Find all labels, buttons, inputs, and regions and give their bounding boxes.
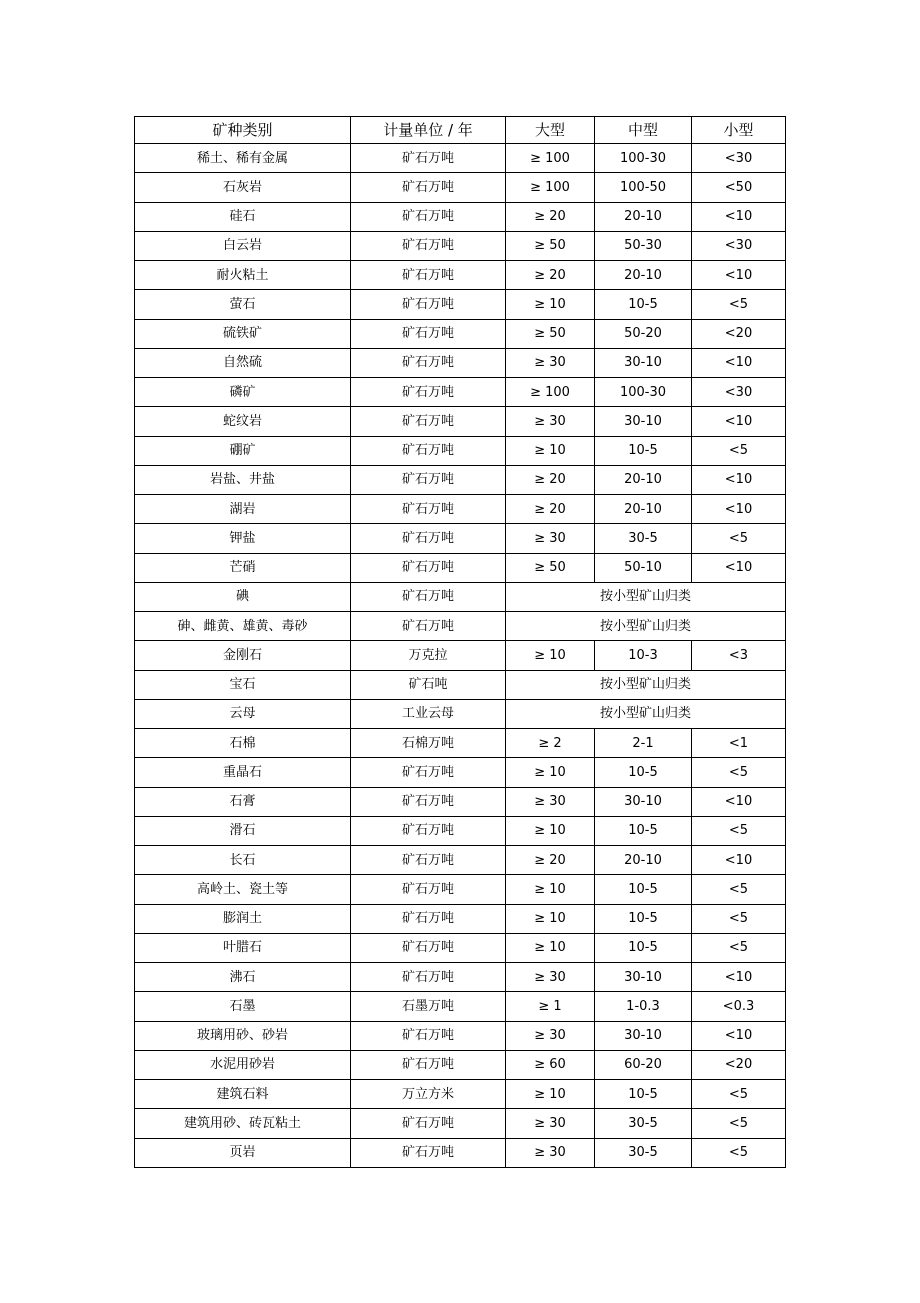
cell-large: ≥ 10 [506,875,595,904]
cell-medium: 30-10 [595,348,692,377]
mineral-scale-table [134,116,786,1168]
cell-small: <5 [692,758,786,787]
cell-large: ≥ 10 [506,1080,595,1109]
cell-small: <30 [692,231,786,260]
cell-medium: 30-10 [595,1021,692,1050]
cell-unit: 矿石万吨 [351,465,506,494]
cell-mineral: 石灰岩 [135,173,351,202]
cell-large: ≥ 30 [506,348,595,377]
cell-mineral: 砷、雌黄、雄黄、毒砂 [135,612,351,641]
cell-mineral: 耐火粘土 [135,261,351,290]
cell-small: <10 [692,465,786,494]
cell-large: ≥ 30 [506,1138,595,1167]
cell-large: ≥ 20 [506,846,595,875]
cell-small: <10 [692,846,786,875]
cell-small: <10 [692,261,786,290]
cell-large: ≥ 50 [506,553,595,582]
cell-medium: 10-5 [595,816,692,845]
cell-small: <10 [692,495,786,524]
cell-unit: 矿石万吨 [351,612,506,641]
cell-small: <10 [692,1021,786,1050]
cell-classification-note: 按小型矿山归类 [506,670,786,699]
table-row [135,495,786,524]
cell-small: <50 [692,173,786,202]
cell-large: ≥ 100 [506,378,595,407]
cell-mineral: 蛇纹岩 [135,407,351,436]
cell-mineral: 芒硝 [135,553,351,582]
cell-medium: 50-10 [595,553,692,582]
cell-mineral: 云母 [135,699,351,728]
cell-medium: 50-30 [595,231,692,260]
table-row [135,758,786,787]
cell-small: <20 [692,319,786,348]
table-row [135,202,786,231]
table-row [135,348,786,377]
cell-medium: 50-20 [595,319,692,348]
header-small: 小型 [692,117,786,144]
cell-small: <10 [692,407,786,436]
header-unit: 计量单位 / 年 [351,117,506,144]
cell-mineral: 玻璃用砂、砂岩 [135,1021,351,1050]
cell-large: ≥ 20 [506,261,595,290]
cell-mineral: 滑石 [135,816,351,845]
cell-medium: 1-0.3 [595,992,692,1021]
cell-unit: 矿石万吨 [351,963,506,992]
cell-medium: 10-5 [595,290,692,319]
cell-large: ≥ 30 [506,787,595,816]
cell-large: ≥ 10 [506,816,595,845]
cell-unit: 矿石吨 [351,670,506,699]
cell-mineral: 湖岩 [135,495,351,524]
cell-mineral: 金刚石 [135,641,351,670]
table-header-row [135,117,786,144]
table-row [135,641,786,670]
cell-large: ≥ 10 [506,290,595,319]
cell-unit: 矿石万吨 [351,261,506,290]
cell-large: ≥ 50 [506,319,595,348]
cell-large: ≥ 1 [506,992,595,1021]
cell-medium: 30-10 [595,963,692,992]
cell-medium: 100-30 [595,378,692,407]
cell-large: ≥ 2 [506,729,595,758]
cell-mineral: 石棉 [135,729,351,758]
cell-large: ≥ 10 [506,933,595,962]
cell-unit: 矿石万吨 [351,758,506,787]
cell-small: <5 [692,524,786,553]
cell-unit: 石墨万吨 [351,992,506,1021]
table-row [135,436,786,465]
cell-small: <5 [692,1138,786,1167]
cell-small: <3 [692,641,786,670]
cell-small: <10 [692,553,786,582]
cell-small: <30 [692,378,786,407]
cell-large: ≥ 50 [506,231,595,260]
table-row [135,787,786,816]
cell-small: <5 [692,290,786,319]
cell-unit: 石棉万吨 [351,729,506,758]
cell-unit: 矿石万吨 [351,495,506,524]
cell-unit: 矿石万吨 [351,553,506,582]
table-body [135,144,786,1168]
cell-large: ≥ 10 [506,436,595,465]
cell-mineral: 萤石 [135,290,351,319]
cell-medium: 30-10 [595,407,692,436]
table-row [135,963,786,992]
table-row [135,173,786,202]
cell-small: <10 [692,202,786,231]
header-medium: 中型 [595,117,692,144]
cell-mineral: 石墨 [135,992,351,1021]
cell-unit: 矿石万吨 [351,846,506,875]
table-row [135,933,786,962]
cell-mineral: 白云岩 [135,231,351,260]
cell-classification-note: 按小型矿山归类 [506,612,786,641]
cell-large: ≥ 30 [506,407,595,436]
cell-unit: 矿石万吨 [351,173,506,202]
cell-unit: 矿石万吨 [351,904,506,933]
cell-unit: 矿石万吨 [351,144,506,173]
table-row [135,904,786,933]
cell-medium: 20-10 [595,846,692,875]
table-row [135,612,786,641]
cell-mineral: 稀土、稀有金属 [135,144,351,173]
cell-classification-note: 按小型矿山归类 [506,699,786,728]
cell-medium: 30-5 [595,1138,692,1167]
cell-medium: 100-30 [595,144,692,173]
cell-unit: 万克拉 [351,641,506,670]
cell-mineral: 岩盐、井盐 [135,465,351,494]
cell-unit: 矿石万吨 [351,816,506,845]
table-row [135,1080,786,1109]
cell-medium: 10-3 [595,641,692,670]
cell-mineral: 硅石 [135,202,351,231]
cell-mineral: 重晶石 [135,758,351,787]
table-row [135,407,786,436]
cell-unit: 矿石万吨 [351,290,506,319]
cell-small: <0.3 [692,992,786,1021]
cell-medium: 10-5 [595,436,692,465]
cell-medium: 20-10 [595,261,692,290]
cell-unit: 矿石万吨 [351,378,506,407]
cell-small: <5 [692,904,786,933]
cell-large: ≥ 100 [506,144,595,173]
cell-small: <5 [692,875,786,904]
table-row [135,729,786,758]
cell-unit: 工业云母 [351,699,506,728]
table-row [135,1021,786,1050]
cell-medium: 100-50 [595,173,692,202]
cell-mineral: 硫铁矿 [135,319,351,348]
cell-unit: 矿石万吨 [351,524,506,553]
cell-mineral: 膨润土 [135,904,351,933]
cell-mineral: 建筑石料 [135,1080,351,1109]
cell-medium: 30-10 [595,787,692,816]
table-row [135,699,786,728]
cell-unit: 矿石万吨 [351,933,506,962]
cell-unit: 矿石万吨 [351,407,506,436]
cell-medium: 2-1 [595,729,692,758]
cell-large: ≥ 30 [506,1021,595,1050]
cell-small: <20 [692,1050,786,1079]
cell-large: ≥ 30 [506,524,595,553]
cell-mineral: 硼矿 [135,436,351,465]
table-row [135,1138,786,1167]
cell-unit: 矿石万吨 [351,1138,506,1167]
cell-unit: 矿石万吨 [351,202,506,231]
cell-large: ≥ 10 [506,904,595,933]
cell-unit: 矿石万吨 [351,348,506,377]
cell-medium: 30-5 [595,524,692,553]
cell-large: ≥ 20 [506,495,595,524]
cell-small: <30 [692,144,786,173]
table-row [135,144,786,173]
cell-mineral: 自然硫 [135,348,351,377]
cell-unit: 矿石万吨 [351,1109,506,1138]
cell-medium: 10-5 [595,875,692,904]
cell-mineral: 沸石 [135,963,351,992]
cell-mineral: 水泥用砂岩 [135,1050,351,1079]
cell-large: ≥ 20 [506,465,595,494]
cell-medium: 10-5 [595,904,692,933]
table-row [135,465,786,494]
cell-mineral: 钾盐 [135,524,351,553]
table-row [135,319,786,348]
cell-unit: 矿石万吨 [351,875,506,904]
cell-small: <5 [692,436,786,465]
cell-mineral: 页岩 [135,1138,351,1167]
cell-mineral: 宝石 [135,670,351,699]
table-row [135,992,786,1021]
cell-large: ≥ 100 [506,173,595,202]
table-row [135,553,786,582]
cell-mineral: 石膏 [135,787,351,816]
cell-mineral: 长石 [135,846,351,875]
header-large: 大型 [506,117,595,144]
cell-unit: 矿石万吨 [351,436,506,465]
cell-small: <5 [692,816,786,845]
cell-unit: 矿石万吨 [351,231,506,260]
table-row [135,582,786,611]
table-row [135,875,786,904]
cell-unit: 矿石万吨 [351,319,506,348]
cell-medium: 10-5 [595,758,692,787]
cell-medium: 20-10 [595,465,692,494]
cell-mineral: 建筑用砂、砖瓦粘土 [135,1109,351,1138]
cell-mineral: 碘 [135,582,351,611]
cell-large: ≥ 20 [506,202,595,231]
table-row [135,261,786,290]
cell-medium: 20-10 [595,202,692,231]
table-row [135,1109,786,1138]
cell-medium: 30-5 [595,1109,692,1138]
cell-unit: 矿石万吨 [351,582,506,611]
cell-small: <5 [692,1109,786,1138]
cell-unit: 万立方米 [351,1080,506,1109]
table-row [135,290,786,319]
cell-unit: 矿石万吨 [351,1050,506,1079]
table-row [135,846,786,875]
cell-small: <10 [692,348,786,377]
cell-medium: 20-10 [595,495,692,524]
cell-small: <10 [692,963,786,992]
table-row [135,670,786,699]
cell-medium: 10-5 [595,1080,692,1109]
cell-large: ≥ 30 [506,1109,595,1138]
cell-large: ≥ 10 [506,758,595,787]
table-row [135,816,786,845]
table-row [135,231,786,260]
cell-large: ≥ 10 [506,641,595,670]
cell-mineral: 高岭土、瓷土等 [135,875,351,904]
cell-small: <10 [692,787,786,816]
cell-classification-note: 按小型矿山归类 [506,582,786,611]
cell-large: ≥ 30 [506,963,595,992]
cell-mineral: 叶腊石 [135,933,351,962]
cell-medium: 10-5 [595,933,692,962]
cell-small: <5 [692,1080,786,1109]
table-row [135,1050,786,1079]
cell-small: <5 [692,933,786,962]
cell-unit: 矿石万吨 [351,1021,506,1050]
cell-unit: 矿石万吨 [351,787,506,816]
cell-small: <1 [692,729,786,758]
table-row [135,378,786,407]
cell-large: ≥ 60 [506,1050,595,1079]
table-row [135,524,786,553]
cell-medium: 60-20 [595,1050,692,1079]
cell-mineral: 磷矿 [135,378,351,407]
header-mineral: 矿种类别 [135,117,351,144]
